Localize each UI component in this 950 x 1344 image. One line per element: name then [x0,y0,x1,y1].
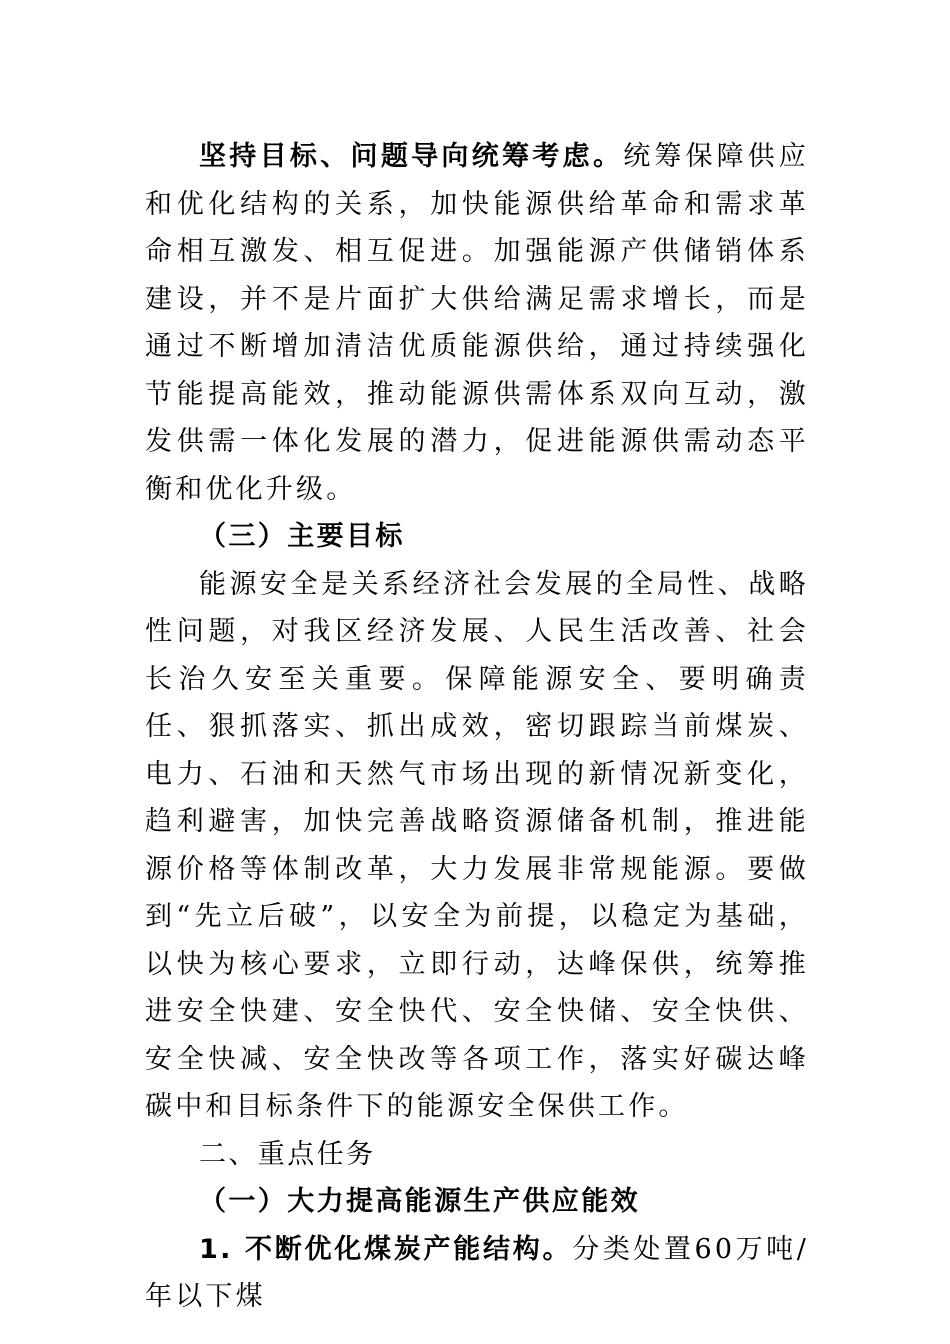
item-lead: 1. 不断优化煤炭产能结构。 [199,1233,573,1265]
paragraph-text: 统筹保障供应和优化结构的关系，加快能源供给革命和需求革命相互激发、相互促进。加强能源产供储销体系建设，并不是片面扩大供给满足需求增长，而是通过不断增加清洁优质能源供给，通过持续强化节能提高能效，推动能源供需体系双向互动，激发供需一体化发展的潜力，促进能源供需动态平衡和优化升级。 [145,141,809,505]
paragraph-goal-orientation [145,133,809,513]
paragraph-energy-security: 能源安全是关系经济社会发展的全局性、战略性问题，对我区经济发展、人民生活改善、社会长治久安至关重要。保障能源安全、要明确责任、狠抓落实、抓出成效，密切跟踪当前煤炭、电力、石油和天然气市场出现的新情况新变化，趋利避害，加快完善战略资源储备机制，推进能源价格等体制改革，大力发展非常规能源。要做到“先立后破”，以安全为前提，以稳定为基础，以快为核心要求，立即行动，达峰保供，统筹推进安全快建、安全快代、安全快储、安全快供、安全快减、安全快改等各项工作，落实好碳达峰碳中和目标条件下的能源安全保供工作。 [145,568,809,1122]
part-heading-key-tasks: 二、重点任务 [199,1138,376,1170]
paragraph-coal-capacity [145,1226,809,1321]
subsection-heading-supply-efficiency: （一）大力提高能源生产供应能效 [199,1186,640,1217]
paragraph-lead: 坚持目标、问题导向统筹考虑。 [199,141,624,172]
section-heading-main-goals: （三）主要目标 [199,521,405,552]
document-body [145,133,809,1321]
item-text: 分类处置60万吨/年以下煤 [145,1233,809,1312]
